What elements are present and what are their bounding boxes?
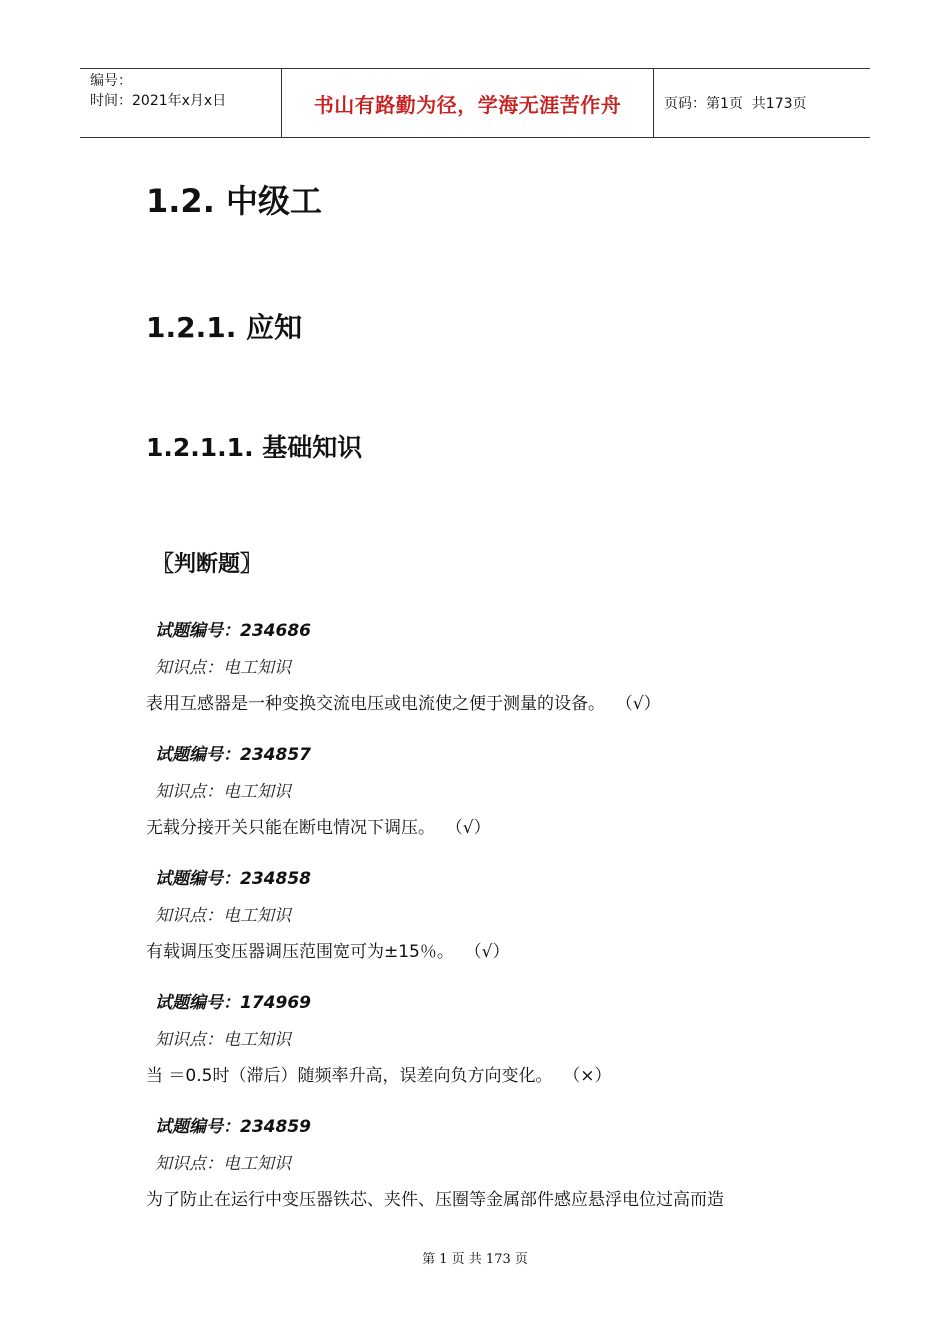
page-footer: 第 1 页 共 173 页: [422, 1252, 528, 1267]
number-label: 编号：: [90, 73, 132, 89]
heading-level-1: 1.2. 中级工: [146, 182, 322, 220]
question-id: 试题编号：174969: [155, 993, 311, 1013]
header-page-info: [654, 69, 870, 137]
heading-level-3: 1.2.1.1. 基础知识: [146, 433, 363, 462]
question-knowledge-point: 知识点：电工知识: [155, 1030, 291, 1050]
heading-level-2: 1.2.1. 应知: [146, 311, 303, 344]
page-header: [80, 68, 870, 138]
question-knowledge-point: 知识点：电工知识: [155, 906, 291, 926]
question-id: 试题编号：234857: [155, 745, 311, 765]
question-text: 无载分接开关只能在断电情况下调压。 （√）: [146, 818, 491, 838]
question-text: 当 ＝0.5时（滞后）随频率升高，误差向负方向变化。 （×）: [146, 1066, 612, 1086]
question-knowledge-point: 知识点：电工知识: [155, 1154, 291, 1174]
question-id: 试题编号：234686: [155, 621, 311, 641]
page-info-text: 页码：第1页 共173页: [664, 96, 807, 112]
question-text: 有载调压变压器调压范围宽可为±15％。 （√）: [146, 942, 510, 962]
question-knowledge-point: 知识点：电工知识: [155, 658, 291, 678]
question-knowledge-point: 知识点：电工知识: [155, 782, 291, 802]
header-meta: [80, 69, 281, 137]
question-text: 表用互感器是一种变换交流电压或电流使之便于测量的设备。 （√）: [146, 694, 661, 714]
question-id: 试题编号：234858: [155, 869, 311, 889]
header-motto: 书山有路勤为径，学海无涯苦作舟: [281, 69, 654, 137]
time-label: 时间：2021年x月x日: [90, 93, 227, 109]
question-id: 试题编号：234859: [155, 1117, 311, 1137]
section-title: 〖判断题〗: [152, 552, 263, 577]
question-text: 为了防止在运行中变压器铁芯、夹件、压圈等金属部件感应悬浮电位过高而造: [146, 1190, 724, 1210]
